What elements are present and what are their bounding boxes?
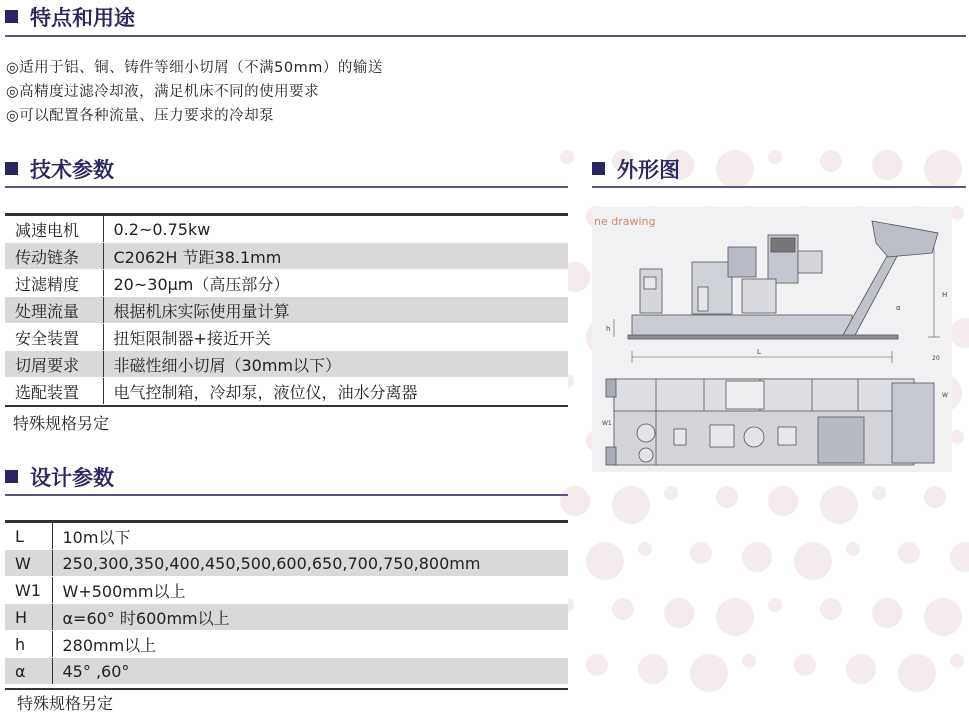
drawing-section-title: 外形图 [592, 156, 680, 184]
decorative-dot [560, 486, 590, 516]
features-section-title: 特点和用途 [5, 4, 135, 32]
top-view [606, 379, 934, 465]
dim-label-L: L [757, 348, 761, 356]
dim-label-h: h [606, 325, 611, 333]
decorative-dot [716, 150, 754, 188]
discharge-head [872, 221, 938, 257]
tech-table-bottom-border [5, 405, 568, 407]
decorative-dot [612, 486, 650, 524]
dim-label-angle: α [896, 304, 901, 312]
decorative-dot [846, 542, 860, 556]
param-value-cell: 250,300,350,400,450,500,600,650,700,750,800mm [52, 550, 568, 577]
param-value-cell: 0.2~0.75kw [103, 216, 568, 243]
design-section-title: 设计参数 [5, 464, 114, 492]
decorative-dot [690, 542, 712, 564]
decorative-dot [950, 318, 969, 348]
decorative-dot [664, 598, 694, 628]
design-note: 特殊规格另定 [17, 694, 114, 713]
tech-table-row [5, 378, 568, 405]
decorative-dot [950, 430, 964, 444]
decorative-dot [690, 654, 728, 692]
decorative-dot [586, 542, 624, 580]
param-value-cell: α=60° 时600mm以上 [52, 604, 568, 631]
param-name-cell: 过滤精度 [5, 270, 103, 297]
tech-table-row [5, 243, 568, 270]
decorative-dot [898, 654, 936, 692]
design-spec-table [5, 523, 568, 685]
feature-item: ◎可以配置各种流量、压力要求的冷却泵 [6, 108, 275, 124]
tech-spec-table [5, 216, 568, 405]
decorative-dot [846, 654, 876, 684]
design-table-row [5, 604, 568, 631]
decorative-dot [742, 654, 756, 668]
dim-label-W1: W1 [602, 420, 612, 427]
decorative-dot [872, 486, 886, 500]
decorative-dot [820, 150, 842, 172]
tech-table-row [5, 324, 568, 351]
decorative-dot [612, 598, 634, 620]
param-name-cell: W1 [5, 577, 52, 604]
param-name-cell: h [5, 631, 52, 658]
param-value-cell: 扭矩限制器+接近开关 [103, 324, 568, 351]
tech-table-row [5, 297, 568, 324]
param-name-cell: 切屑要求 [5, 351, 103, 378]
decorative-dot [586, 654, 608, 676]
param-name-cell: 选配装置 [5, 378, 103, 405]
param-name-cell: 减速电机 [5, 216, 103, 243]
tech-table-row [5, 216, 568, 243]
side-view [614, 221, 940, 363]
param-value-cell: 根据机床实际使用量计算 [103, 297, 568, 324]
feature-item: ◎高精度过滤冷却液，满足机床不同的使用要求 [6, 84, 320, 100]
decorative-dot [768, 150, 782, 164]
base-rail [628, 335, 898, 339]
param-value-cell: 45° ,60° [52, 658, 568, 685]
side-housing [640, 269, 662, 313]
motor [728, 247, 756, 277]
design-table-row [5, 631, 568, 658]
decorative-dot [716, 486, 738, 508]
discharge-top [892, 383, 934, 463]
param-value-cell: C2062H 节距38.1mm [103, 243, 568, 270]
tech-note: 特殊规格另定 [13, 414, 110, 433]
decorative-dot [638, 654, 668, 684]
features-list [6, 56, 383, 128]
param-value-cell: 10m以下 [52, 523, 568, 550]
param-name-cell: L [5, 523, 52, 550]
param-name-cell: 安全装置 [5, 324, 103, 351]
decorative-dot [820, 598, 842, 620]
design-table-row [5, 523, 568, 550]
decorative-dot [924, 598, 962, 636]
param-name-cell: α [5, 658, 52, 685]
decorative-dot [768, 598, 782, 612]
tech-section-title: 技术参数 [5, 156, 114, 184]
chip-box [818, 417, 864, 463]
param-value-cell: 电气控制箱，冷却泵，液位仪，油水分离器 [103, 378, 568, 405]
design-table-row [5, 550, 568, 577]
design-table-bottom-border [5, 688, 568, 690]
feature-item: ◎适用于铝、铜、铸件等细小切屑（不满50mm）的输送 [6, 60, 383, 76]
design-table-row [5, 658, 568, 685]
param-value-cell: 20~30μm（高压部分） [103, 270, 568, 297]
decorative-dot [716, 598, 754, 636]
decorative-dot [872, 150, 902, 180]
dim-label-H: H [942, 291, 948, 299]
outline-drawing [592, 207, 952, 472]
decorative-dot [950, 206, 964, 220]
decorative-dot [560, 150, 574, 164]
tech-table-row [5, 351, 568, 378]
decorative-dot [638, 542, 652, 556]
design-title-rule [5, 494, 568, 496]
tech-title-rule [5, 186, 568, 188]
param-name-cell: W [5, 550, 52, 577]
drawing-caption: ne drawing [594, 215, 656, 228]
design-table-row [5, 577, 568, 604]
param-name-cell: 处理流量 [5, 297, 103, 324]
drawing-title-rule [592, 186, 966, 188]
decorative-dot [924, 150, 962, 188]
decorative-dot [742, 542, 772, 572]
decorative-dot [820, 486, 858, 524]
param-name-cell: H [5, 604, 52, 631]
square-bullet-icon [5, 470, 18, 483]
decorative-dot [794, 654, 816, 676]
square-bullet-icon [592, 162, 605, 175]
square-bullet-icon [5, 162, 18, 175]
decorative-dot [794, 542, 832, 580]
param-name-cell: 传动链条 [5, 243, 103, 270]
conveyor-outline-drawing-svg [592, 207, 952, 472]
decorative-dot [664, 486, 678, 500]
tank-body [632, 315, 852, 337]
dim-label-20: 20 [932, 355, 940, 362]
param-value-cell: 280mm以上 [52, 631, 568, 658]
decorative-dot [950, 542, 969, 572]
decorative-dot [768, 486, 798, 516]
dim-label-W: W [942, 392, 948, 399]
features-title-rule [5, 35, 966, 37]
decorative-dot [898, 542, 920, 564]
decorative-dot [872, 598, 902, 628]
tech-table-row [5, 270, 568, 297]
incline-conveyor [842, 247, 902, 337]
param-value-cell: 非磁性细小切屑（30mm以下） [103, 351, 568, 378]
decorative-dot [924, 486, 946, 508]
square-bullet-icon [5, 10, 18, 23]
decorative-dot [950, 654, 964, 668]
param-value-cell: W+500mm以上 [52, 577, 568, 604]
